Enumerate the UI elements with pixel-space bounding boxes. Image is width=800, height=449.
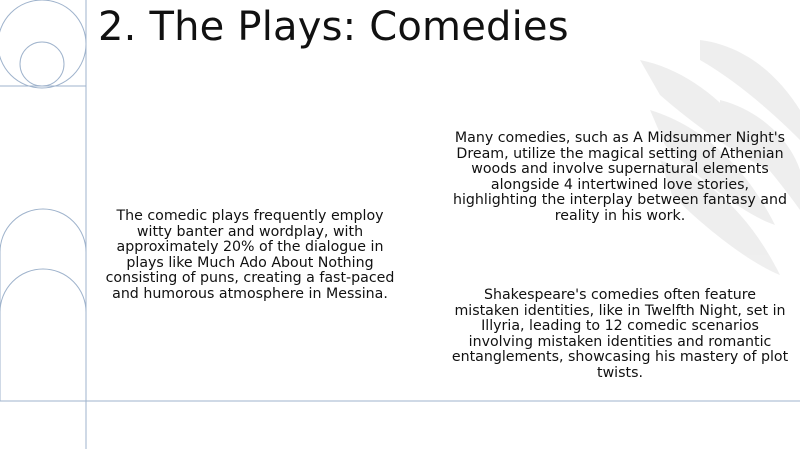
- left-text-block: The comedic plays frequently employ witty banter and wordplay, with approximately 20% of the dialogue in plays like Much Ado About Nothing consisting of puns, creating a fast-paced and humorous atmosphere in Messina.: [105, 208, 395, 302]
- slide-title: 2. The Plays: Comedies: [98, 4, 569, 50]
- right-top-text-block: Many comedies, such as A Midsummer Night's Dream, utilize the magical setting of Athenian woods and involve supernatural elements alongside 4 intertwined love stories, highlighting the interplay between fantasy and reality in his work.: [452, 130, 787, 224]
- right-bottom-text-block: Shakespeare's comedies often feature mistaken identities, like in Twelfth Night, set in Illyria, leading to 12 comedic scenarios involving mistaken identities and romantic entanglements, showcasing his mastery of plot twists.: [451, 287, 789, 381]
